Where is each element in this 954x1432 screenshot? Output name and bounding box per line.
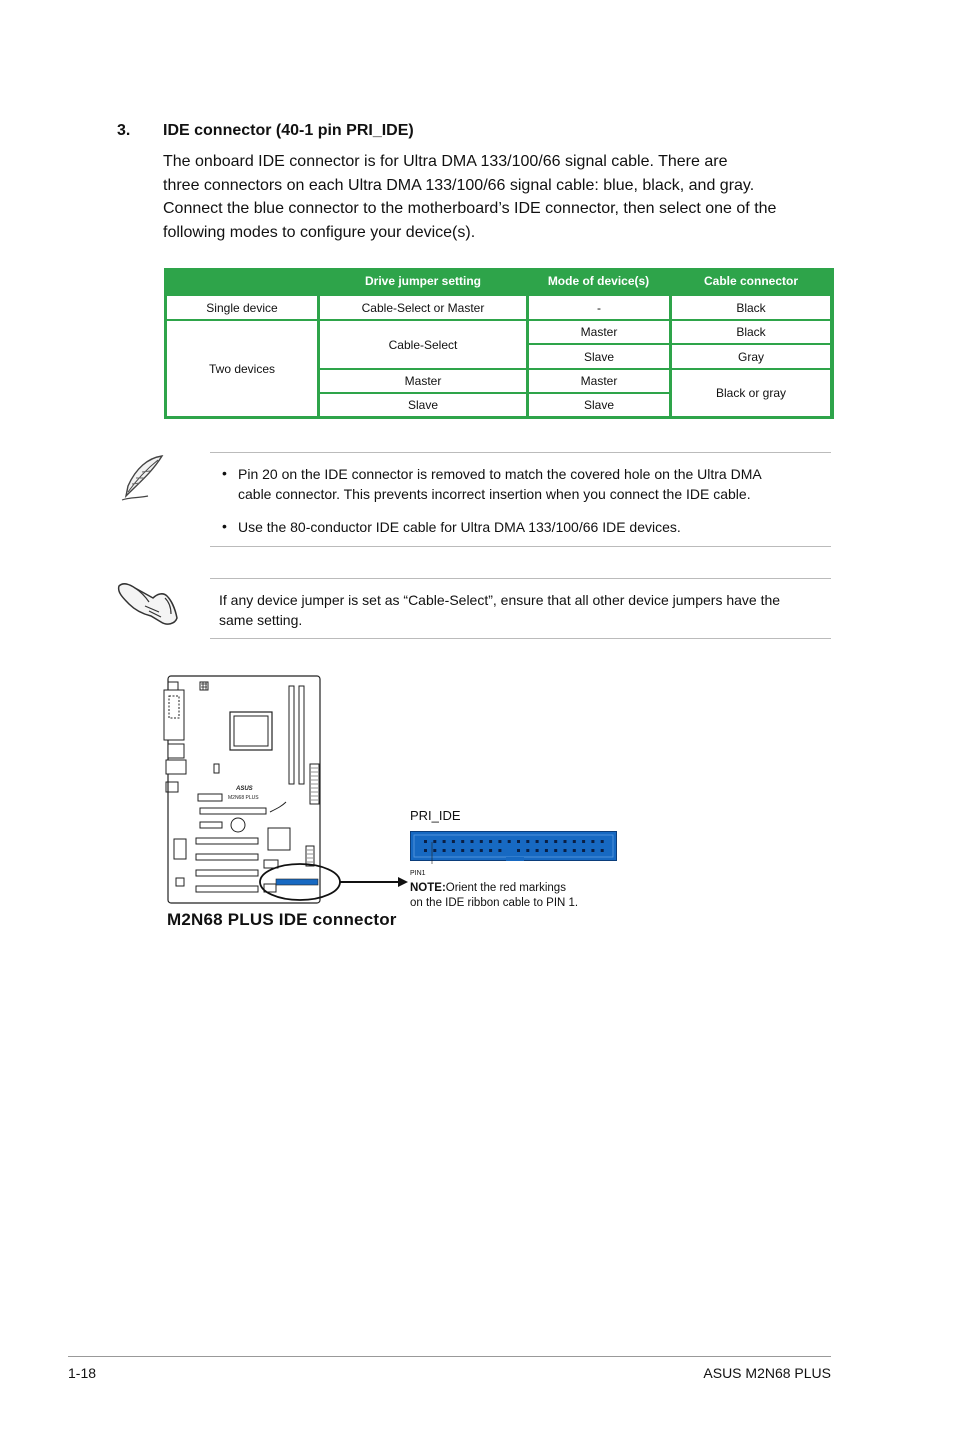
jumper-mode-table (164, 268, 834, 419)
table-header-jumper: Drive jumper setting (364, 274, 482, 288)
page-number: 1-18 (68, 1365, 97, 1381)
connector-pin (582, 840, 585, 843)
connector-pin (433, 840, 436, 843)
asus-logo: ASUS (236, 786, 253, 792)
section-title: IDE connector (40-1 pin PRI_IDE) (163, 122, 414, 139)
connector-pin (517, 840, 520, 843)
quill-icon (118, 452, 168, 502)
warning-line: same setting. (219, 612, 303, 628)
note-bottom-rule (210, 546, 831, 547)
connector-pin (545, 849, 548, 852)
connector-pin (498, 849, 501, 852)
note-item-1 (238, 464, 762, 504)
note-text: Orient the red markings (445, 882, 566, 894)
table-cell-single-cable: Black (672, 296, 830, 319)
connector-pin (526, 840, 529, 843)
table-cell-cs-mode-1: Master (529, 321, 669, 343)
connector-pin (471, 840, 474, 843)
intro-paragraph (163, 150, 843, 244)
table-cell-ms-cable: Black or gray (672, 370, 830, 416)
pointer-arrow (340, 872, 410, 892)
connector-pin (480, 840, 483, 843)
intro-line: three connectors on each Ultra DMA 133/100/66 signal cable: blue, black, and gray. (163, 176, 755, 194)
hand-icon (115, 578, 181, 628)
connector-pin (536, 849, 539, 852)
warning-text (219, 590, 780, 630)
connector-pin (601, 849, 604, 852)
connector-pin (424, 849, 427, 852)
warning-bottom-rule (210, 638, 831, 639)
connector-pin (564, 849, 567, 852)
table-header-cable: Cable connector (703, 274, 799, 288)
connector-pin (452, 849, 455, 852)
ide-connector-diagram (410, 830, 618, 864)
connector-pin (601, 840, 604, 843)
note-line: cable connector. This prevents incorrect insertion when you connect the IDE cable. (238, 486, 751, 502)
connector-pin (443, 849, 446, 852)
table-cell-master-mode: Master (529, 370, 669, 392)
note-text-line2: on the IDE ribbon cable to PIN 1. (410, 897, 579, 909)
table-header-blank (164, 268, 317, 294)
table-cell-single-mode: - (529, 296, 669, 319)
pin1-label: PIN1 (410, 870, 426, 877)
connector-pin (536, 840, 539, 843)
connector-pin (489, 849, 492, 852)
table-cell-cs-jumper: Cable-Select (320, 321, 526, 368)
connector-pin (443, 840, 446, 843)
warning-line: If any device jumper is set as “Cable-Select”, ensure that all other device jumpers have the (219, 592, 781, 608)
bullet-marker: • (222, 518, 227, 534)
table-cell-single-jumper: Cable-Select or Master (320, 296, 526, 319)
connector-pin (471, 849, 474, 852)
section-number: 3. (117, 122, 131, 139)
connector-pin (452, 840, 455, 843)
diagram-note (410, 881, 578, 911)
connector-pin (489, 840, 492, 843)
note-item-2: Use the 80-conductor IDE cable for Ultra DMA 133/100/66 IDE devices. (238, 519, 681, 535)
connector-pin (526, 849, 529, 852)
connector-pin (554, 840, 557, 843)
connector-pin (591, 849, 594, 852)
connector-pin (461, 849, 464, 852)
table-cell-slave-jumper: Slave (320, 394, 526, 416)
note-top-rule (210, 452, 831, 453)
bullet-marker: • (222, 465, 227, 481)
connector-pin (517, 849, 520, 852)
table-cell-slave-mode: Slave (529, 394, 669, 416)
table-cell-single-label: Single device (167, 296, 317, 319)
connector-pin (498, 840, 501, 843)
connector-pin (461, 840, 464, 843)
connector-pin (564, 840, 567, 843)
connector-pin (591, 840, 594, 843)
intro-line: Connect the blue connector to the motherboard’s IDE connector, then select one of the (163, 200, 777, 217)
pri-ide-label: PRI_IDE (410, 808, 461, 823)
connector-pin (573, 840, 576, 843)
table-cell-cs-mode-2: Slave (529, 345, 669, 368)
connector-pin (433, 849, 436, 852)
note-line: Pin 20 on the IDE connector is removed to match the covered hole on the Ultra DMA (238, 466, 762, 482)
footer-product: ASUS M2N68 PLUS (703, 1365, 831, 1381)
table-cell-cs-cable-2: Gray (672, 345, 830, 368)
note-bold-label: NOTE: (410, 882, 446, 894)
table-cell-two-label: Two devices (167, 321, 317, 416)
warning-top-rule (210, 578, 831, 579)
table-header-mode: Mode of device(s) (547, 274, 650, 288)
connector-pin (582, 849, 585, 852)
connector-pin (424, 840, 427, 843)
motherboard-diagram (160, 672, 350, 908)
connector-pin (545, 840, 548, 843)
table-cell-cs-cable-1: Black (672, 321, 830, 343)
footer-rule (68, 1356, 831, 1357)
connector-pin (554, 849, 557, 852)
table-cell-master-jumper: Master (320, 370, 526, 392)
connector-pin (573, 849, 576, 852)
board-silkscreen: M2N68 PLUS (228, 795, 259, 801)
connector-pin (480, 849, 483, 852)
intro-line: following modes to configure your device(s). (163, 223, 476, 241)
connector-pin (508, 840, 511, 843)
intro-line: The onboard IDE connector is for Ultra DMA 133/100/66 signal cable. There are (163, 153, 728, 170)
diagram-caption: M2N68 PLUS IDE connector (167, 910, 397, 929)
